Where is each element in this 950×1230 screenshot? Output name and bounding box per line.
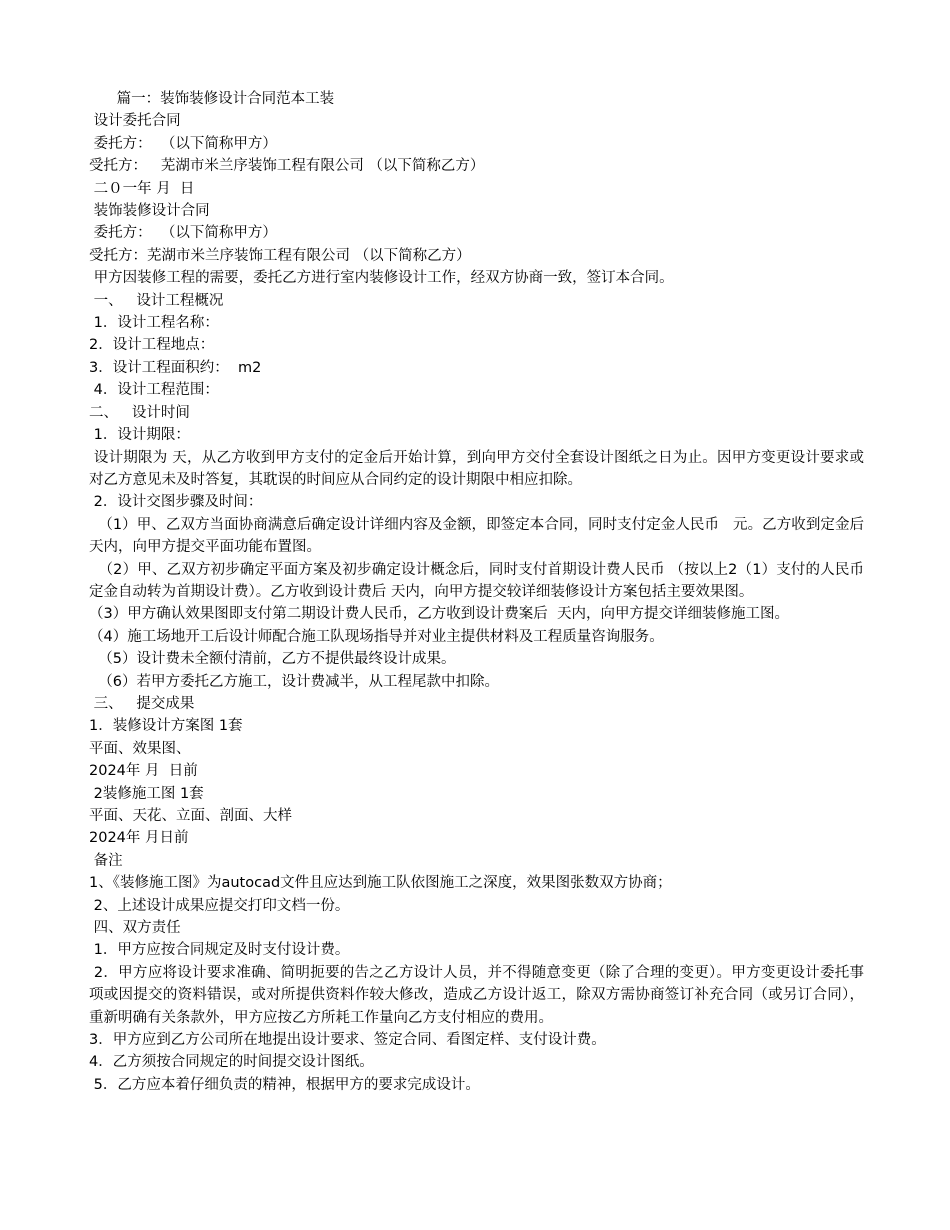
clause-line: 2．设计交图步骤及时间： [89, 494, 263, 511]
contract-title: 装饰装修设计合同 [89, 203, 210, 220]
deliverable-line: 2装修施工图 1套 [89, 785, 204, 802]
section-heading: 一、 设计工程概况 [89, 292, 224, 309]
date-line: 二０一年 月 日 [89, 180, 195, 197]
deliverable-line: 平面、效果图、 [89, 740, 191, 757]
clause-paragraph: （2）甲、乙双方初步确定平面方案及初步确定设计概念后，同时支付首期设计费人民币 （按以上2（1）支付的人民币定金自动转为首期设计费）。乙方收到设计费后 天内，向甲方提交较详细装修设计方案包括主要效果图。 [89, 561, 865, 600]
clause-paragraph: （3）甲方确认效果图即支付第二期设计费人民币，乙方收到设计费案后 天内，向甲方提交详细装修施工图。 [89, 606, 789, 623]
clause-line: 1．甲方应按合同规定及时支付设计费。 [89, 942, 350, 959]
remarks-heading: 备注 [89, 852, 123, 869]
clause-line: （4）施工场地开工后设计师配合施工队现场指导并对业主提供材料及工程质量咨询服务。 [89, 628, 664, 645]
doc-heading: 篇一：装饰装修设计合同范本工装 [89, 91, 335, 107]
contract-document [89, 88, 864, 1096]
preamble-paragraph: 甲方因装修工程的需要，委托乙方进行室内装修设计工作，经双方协商一致，签订本合同。 [89, 270, 674, 287]
clause-line: 1．设计工程名称： [89, 315, 219, 332]
deliverable-date: 2024年 月日前 [89, 830, 189, 847]
section-heading: 三、 提交成果 [89, 695, 195, 712]
client-party-repeat: 委托方： （以下简称甲方） [89, 225, 277, 242]
deliverable-date: 2024年 月 日前 [89, 763, 198, 780]
clause-line: 4．设计工程范围： [89, 382, 219, 399]
clause-paragraph: 设计期限为 天，从乙方收到甲方支付的定金后开始计算，到向甲方交付全套设计图纸之日为止。因甲方变更设计要求或对乙方意见未及时答复，其耽误的时间应从合同约定的设计期限中相应扣除。 [89, 449, 865, 488]
clause-line: 3．设计工程面积约： m2 [89, 359, 262, 376]
remarks-line: 2、上述设计成果应提交打印文档一份。 [89, 897, 350, 914]
section-heading: 二、 设计时间 [89, 404, 190, 421]
remarks-line: 1、《装修施工图》为autocad文件且应达到施工队依图施工之深度，效果图张数双方协商； [89, 875, 672, 892]
deliverable-line: 1．装修设计方案图 1套 [89, 718, 243, 735]
clause-line: 1．设计期限： [89, 427, 190, 444]
section-heading: 四、双方责任 [89, 920, 181, 937]
clause-line: 4．乙方须按合同规定的时间提交设计图纸。 [89, 1054, 374, 1071]
clause-line: 3．甲方应到乙方公司所在地提出设计要求、签定合同、看图定样、支付设计费。 [89, 1032, 606, 1049]
deliverable-line: 平面、天花、立面、剖面、大样 [89, 808, 292, 824]
clause-paragraph: （1）甲、乙双方当面协商满意后确定设计详细内容及金额，即签定本合同，同时支付定金人民币 元。乙方收到定金后天内，向甲方提交平面功能布置图。 [89, 516, 864, 556]
client-party: 委托方： （以下简称甲方） [89, 135, 277, 152]
contractor-party: 受托方： 芜湖市米兰序装饰工程有限公司 （以下简称乙方） [89, 158, 485, 175]
doc-subtitle: 设计委托合同 [89, 113, 181, 130]
clause-line: 5．乙方应本着仔细负责的精神，根据甲方的要求完成设计。 [89, 1076, 480, 1093]
contractor-party-repeat: 受托方：芜湖市米兰序装饰工程有限公司 （以下简称乙方） [89, 247, 471, 264]
clause-paragraph: 2．甲方应将设计要求准确、简明扼要的告之乙方设计人员，并不得随意变更（除了合理的变更）。甲方变更设计委托事项或因提交的资料错误，或对所提供资料作较大修改，造成乙方设计返工，除双方需协商签订补充合同（或另订合同），重新明确有关条款外，甲方应按乙方所耗工作量向乙方支付相应的费用。 [89, 964, 864, 1026]
clause-line: 2．设计工程地点： [89, 337, 215, 354]
clause-line: （5）设计费未全额付清前，乙方不提供最终设计成果。 [89, 651, 456, 668]
clause-line: （6）若甲方委托乙方施工，设计费减半，从工程尾款中扣除。 [89, 673, 499, 690]
